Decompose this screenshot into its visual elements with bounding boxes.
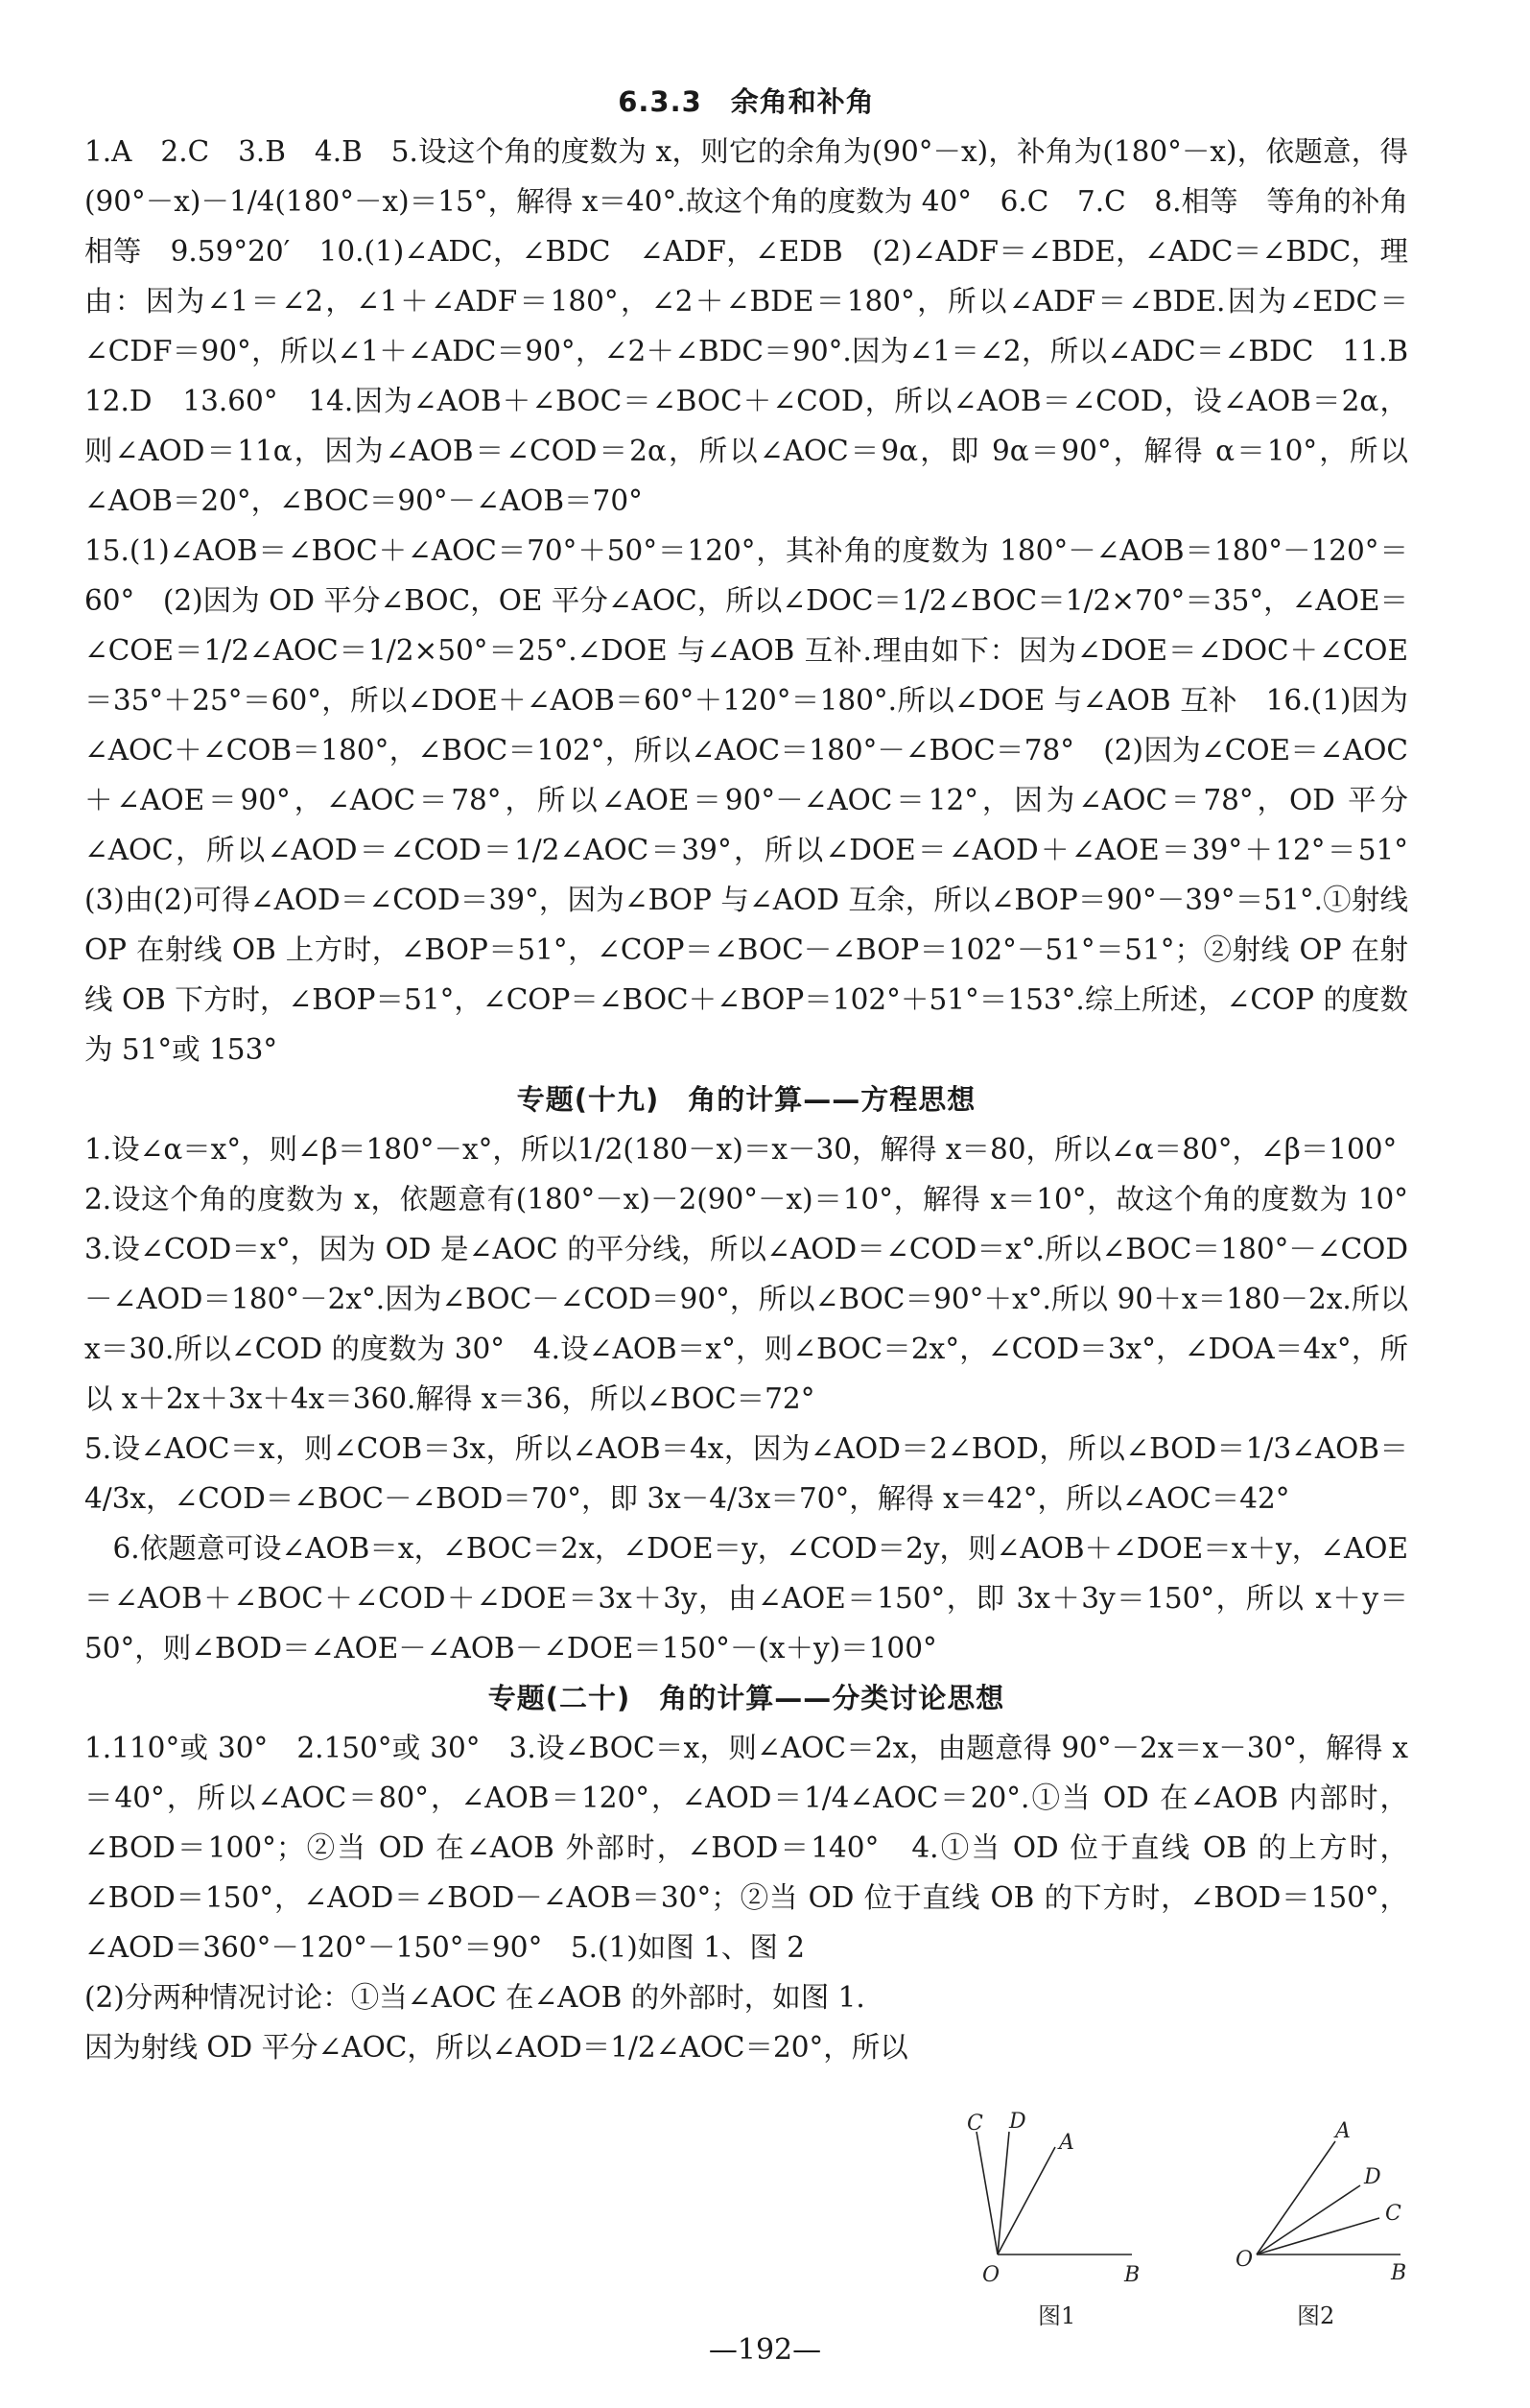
answer-paragraph: 1.设∠α＝x°，则∠β＝180°－x°，所以1/2(180－x)＝x－30，解得 x＝80，所以∠α＝80°，∠β＝100°: [84, 1133, 1398, 1166]
ray-oa-2: [1257, 2141, 1335, 2255]
page-number: —192—: [708, 2333, 822, 2367]
section-title: 专题(十九) 角的计算——方程思想: [516, 1083, 977, 1116]
ray-od-2: [1257, 2185, 1360, 2255]
answer-content: [84, 77, 1437, 2072]
answer-paragraph: 1.A 2.C 3.B 4.B 5.设这个角的度数为 x，则它的余角为(90°－x)，补角为(180°－x)，依题意，得(90°－x)－1/4(180°－x)＝15°，解得 x＝40°.故这个角的度数为 40° 6.C 7.C 8.相等 等角的补角相等 9.59°20′ 10.(1)∠ADC，∠BDC ∠ADF，∠EDB (2)∠ADF＝∠BDE，∠ADC＝∠BDC，理由：因为∠1＝∠2，∠1＋∠ADF＝180°，∠2＋∠BDE＝180°，所以∠ADF＝∠BDE.因为∠EDC＝∠CDF＝90°，所以∠1＋∠ADC＝90°，∠2＋∠BDC＝90°.因为∠1＝∠2，所以∠ADC＝∠BDC 11.B 12.D 13.60° 14.因为∠AOB＋∠BOC＝∠BOC＋∠COD，所以∠AOB＝∠COD，设∠AOB＝2α，则∠AOD＝11α，因为∠AOB＝∠COD＝2α，所以∠AOC＝9α，即 9α＝90°，解得 α＝10°，所以∠AOB＝20°，∠BOC＝90°－∠AOB＝70°: [84, 135, 1437, 517]
section-topic-19: [84, 1074, 1437, 1673]
label-o-2: O: [1236, 2248, 1254, 2272]
label-o: O: [982, 2263, 1000, 2287]
label-a: A: [1059, 2131, 1074, 2155]
ray-oc-2: [1257, 2218, 1379, 2255]
label-a-2: A: [1335, 2119, 1351, 2143]
answer-paragraph: 2.设这个角的度数为 x，依题意有(180°－x)－2(90°－x)＝10°，解得 x＝10°，故这个角的度数为 10° 3.设∠COD＝x°，因为 OD 是∠AOC 的平分线，所以∠AOD＝∠COD＝x°.所以∠BOC＝180°－∠COD－∠AOD＝180°－2x°.因为∠BOC－∠COD＝90°，所以∠BOC＝90°＋x°.所以 90＋x＝180－2x.所以 x＝30.所以∠COD 的度数为 30° 4.设∠AOB＝x°，则∠BOC＝2x°，∠COD＝3x°，∠DOA＝4x°，所以 x＋2x＋3x＋4x＝360.解得 x＝36，所以∠BOC＝72°: [84, 1183, 1437, 1415]
ray-oc: [977, 2132, 998, 2255]
figure-1: [967, 2111, 1140, 2329]
answer-paragraph: 15.(1)∠AOB＝∠BOC＋∠AOC＝70°＋50°＝120°，其补角的度数为 180°－∠AOB＝180°－120°＝60° (2)因为 OD 平分∠BOC，OE 平分∠AOC，所以∠DOC＝1/2∠BOC＝1/2×70°＝35°，∠AOE＝∠COE＝1/2∠AOC＝1/2×50°＝25°.∠DOE 与∠AOB 互补.理由如下：因为∠DOE＝∠DOC＋∠COE＝35°＋25°＝60°，所以∠DOE＋∠AOB＝60°＋120°＝180°.所以∠DOE 与∠AOB 互补 16.(1)因为∠AOC＋∠COB＝180°，∠BOC＝102°，所以∠AOC＝180°－∠BOC＝78° (2)因为∠COE＝∠AOC＋∠AOE＝90°，∠AOC＝78°，所以∠AOE＝90°－∠AOC＝12°，因为∠AOC＝78°，OD 平分∠AOC，所以∠AOD＝∠COD＝1/2∠AOC＝39°，所以∠DOE＝∠AOD＋∠AOE＝39°＋12°＝51° (3)由(2)可得∠AOD＝∠COD＝39°，因为∠BOP 与∠AOD 互余，所以∠BOP＝90°－39°＝51°.①射线 OP 在射线 OB 上方时，∠BOP＝51°，∠COP＝∠BOC－∠BOP＝102°－51°＝51°；②射线 OP 在射线 OB 下方时，∠BOP＝51°，∠COP＝∠BOC＋∠BOP＝102°＋51°＝153°.综上所述，∠COP 的度数为 51°或 153°: [84, 534, 1437, 1066]
angle-figures-svg: [959, 2111, 1420, 2341]
section-title: 专题(二十) 角的计算——分类讨论思想: [487, 1682, 1005, 1714]
label-d-2: D: [1364, 2165, 1381, 2189]
section-title: 6.3.3 余角和补角: [618, 85, 875, 118]
label-c-2: C: [1385, 2202, 1401, 2226]
answer-paragraph: (2)分两种情况讨论：①当∠AOC 在∠AOB 的外部时，如图 1.: [84, 1981, 865, 2014]
angle-figures: [959, 2111, 1420, 2341]
section-topic-20: [84, 1673, 1408, 2072]
figure-1-caption: 图1: [1038, 2302, 1076, 2329]
section-6-3-3: [84, 77, 1437, 1074]
answer-paragraph: 1.110°或 30° 2.150°或 30° 3.设∠BOC＝x，则∠AOC＝2x，由题意得 90°－2x＝x－30°，解得 x＝40°，所以∠AOC＝80°，∠AOB＝120°，∠AOD＝1/4∠AOC＝20°.①当 OD 在∠AOB 内部时，∠BOD＝100°；②当 OD 在∠AOB 外部时，∠BOD＝140° 4.①当 OD 位于直线 OB 的上方时，∠BOD＝150°，∠AOD＝∠BOD－∠AOB＝30°；②当 OD 位于直线 OB 的下方时，∠BOD＝150°，∠AOD＝360°－120°－150°＝90° 5.(1)如图 1、图 2: [84, 1732, 1408, 1964]
label-b: B: [1124, 2263, 1141, 2287]
answer-paragraph: 5.设∠AOC＝x，则∠COB＝3x，所以∠AOB＝4x，因为∠AOD＝2∠BOD，所以∠BOD＝1/3∠AOB＝4/3x，∠COD＝∠BOC－∠BOD＝70°，即 3x－4/3x＝70°，解得 x＝42°，所以∠AOC＝42°: [84, 1432, 1408, 1515]
answer-paragraph: 因为射线 OD 平分∠AOC，所以∠AOD＝1/2∠AOC＝20°，所以: [84, 2031, 908, 2064]
label-b-2: B: [1391, 2261, 1407, 2285]
figure-2-caption: 图2: [1297, 2302, 1335, 2329]
label-d: D: [1009, 2111, 1026, 2134]
answer-paragraph: 6.依题意可设∠AOB＝x，∠BOC＝2x，∠DOE＝y，∠COD＝2y，则∠AOB＋∠DOE＝x＋y，∠AOE＝∠AOB＋∠BOC＋∠COD＋∠DOE＝3x＋3y，由∠AOE＝150°，即 3x＋3y＝150°，所以 x＋y＝50°，则∠BOD＝∠AOE－∠AOB－∠DOE＝150°－(x＋y)＝100°: [84, 1532, 1408, 1664]
label-c: C: [967, 2112, 983, 2136]
figure-2: [1236, 2119, 1406, 2329]
